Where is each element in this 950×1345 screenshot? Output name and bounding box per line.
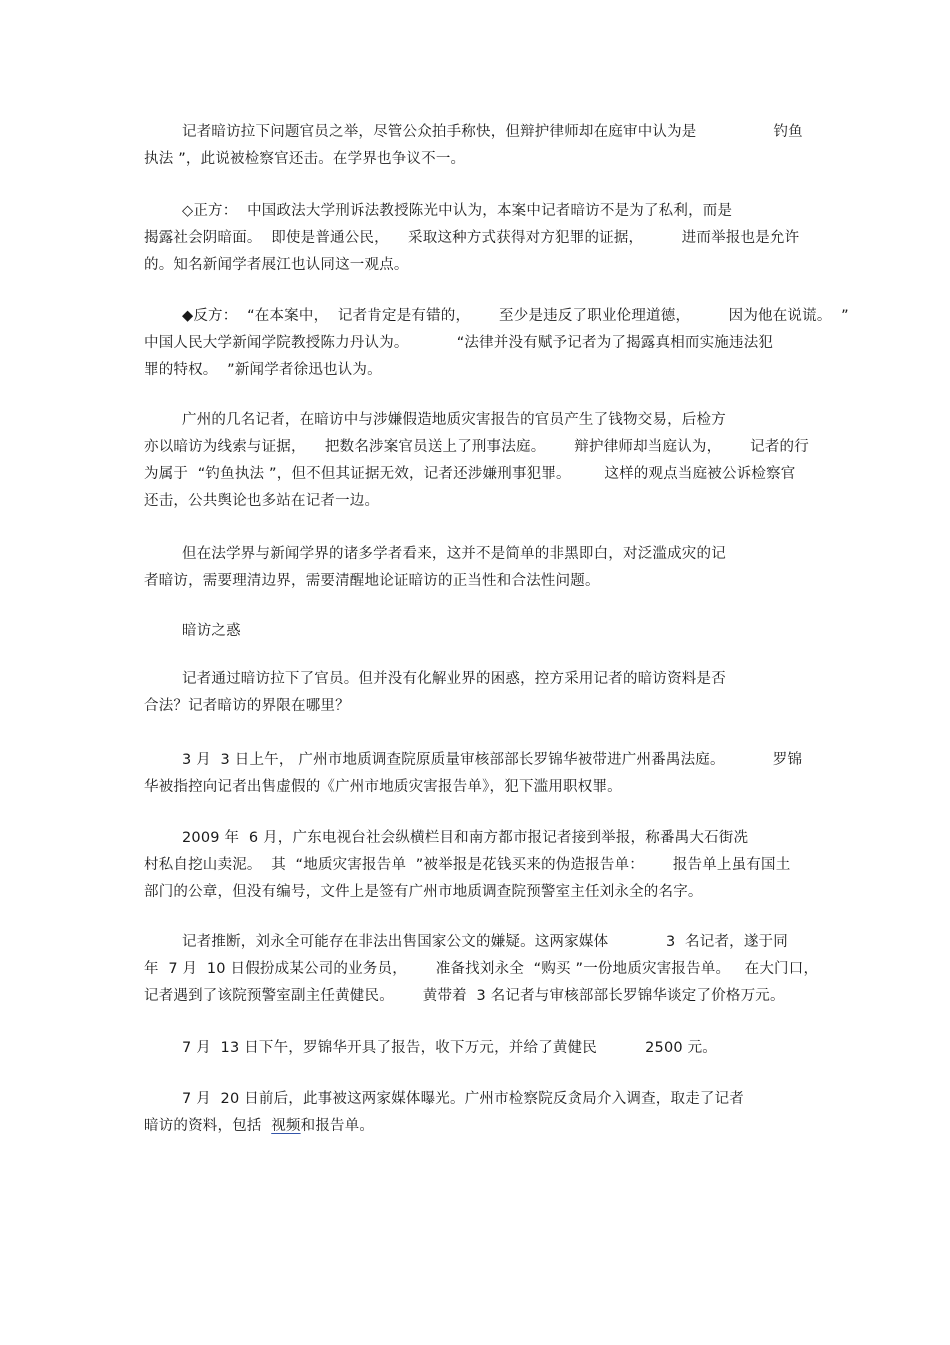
text-line: ◇正方： 中国政法大学刑诉法教授陈光中认为，本案中记者暗访不是为了私利，而是 (182, 203, 733, 219)
text-segment: 和报告单。 (300, 1118, 375, 1134)
section-title: 暗访之惑 (182, 623, 241, 639)
text-line: ◆反方： “在本案中， 记者肯定是有错的， 至少是违反了职业伦理道德， 因为他在说谎。 ” (182, 308, 849, 324)
text-line: 合法？记者暗访的界限在哪里？ (144, 698, 350, 714)
text-line: 罪的特权。 ”新闻学者徐迅也认为。 (144, 362, 382, 378)
text-line: 部门的公章，但没有编号，文件上是签有广州市地质调查院预警室主任刘永全的名字。 (144, 884, 703, 900)
text-line: 村私自挖山卖泥。 其 “地质灾害报告单 ”被举报是花钱买来的伪造报告单： 报告单上虽有国土 (144, 857, 791, 873)
text-line: 3 月 3 日上午， 广州市地质调查院原质量审核部部长罗锦华被带进广州番禺法庭。 罗锦 (182, 752, 803, 768)
text-line: 还击，公共舆论也多站在记者一边。 (144, 493, 380, 509)
text-line: 7 月 13 日下午，罗锦华开具了报告，收下万元，并给了黄健民 2500 元。 (182, 1040, 718, 1056)
text-line: 年 7 月 10 日假扮成某公司的业务员， 准备找刘永全 “购买 ”一份地质灾害报告单。 在大门口， (144, 961, 819, 977)
text-line: 中国人民大学新闻学院教授陈力丹认为。 “法律并没有赋予记者为了揭露真相而实施违法犯 (144, 335, 774, 351)
text-line: 的。知名新闻学者展江也认同这一观点。 (144, 257, 409, 273)
text-line: 2009 年 6 月，广东电视台社会纵横栏目和南方都市报记者接到举报，称番禺大石街冼 (182, 830, 749, 846)
text-line: 记者通过暗访拉下了官员。但并没有化解业界的困惑，控方采用记者的暗访资料是否 (182, 671, 726, 687)
text-line (144, 1117, 374, 1135)
video-link[interactable]: 视频 (271, 1118, 301, 1134)
text-line: 7 月 20 日前后，此事被这两家媒体曝光。广州市检察院反贪局介入调查，取走了记者 (182, 1091, 745, 1107)
text-line: 为属于 “钓鱼执法 ”，但不但其证据无效，记者还涉嫌刑事犯罪。 这样的观点当庭被公诉检察官 (144, 466, 796, 482)
text-line: 亦以暗访为线索与证据， 把数名涉案官员送上了刑事法庭。 辩护律师却当庭认为， 记者的行 (144, 439, 809, 455)
text-line: 记者遇到了该院预警室副主任黄健民。 黄带着 3 名记者与审核部部长罗锦华谈定了价格万元。 (144, 988, 785, 1004)
text-line: 执法 ”，此说被检察官还击。在学界也争议不一。 (144, 151, 466, 167)
text-line: 广州的几名记者，在暗访中与涉嫌假造地质灾害报告的官员产生了钱物交易，后检方 (182, 412, 726, 428)
text-line: 记者暗访拉下问题官员之举，尽管公众拍手称快，但辩护律师却在庭审中认为是 钓鱼 (182, 124, 803, 140)
text-segment: 暗访的资料，包括 (144, 1118, 272, 1134)
text-line: 华被指控向记者出售虚假的《广州市地质灾害报告单》，犯下滥用职权罪。 (144, 779, 622, 795)
text-line: 揭露社会阴暗面。 即使是普通公民， 采取这种方式获得对方犯罪的证据， 进而举报也是允许 (144, 230, 800, 246)
text-line: 记者推断，刘永全可能存在非法出售国家公文的嫌疑。这两家媒体 3 名记者，遂于同 (182, 934, 788, 950)
text-line: 者暗访，需要理清边界，需要清醒地论证暗访的正当性和合法性问题。 (144, 573, 600, 589)
text-line: 但在法学界与新闻学界的诸多学者看来，这并不是简单的非黑即白，对泛滥成灾的记 (182, 546, 726, 562)
